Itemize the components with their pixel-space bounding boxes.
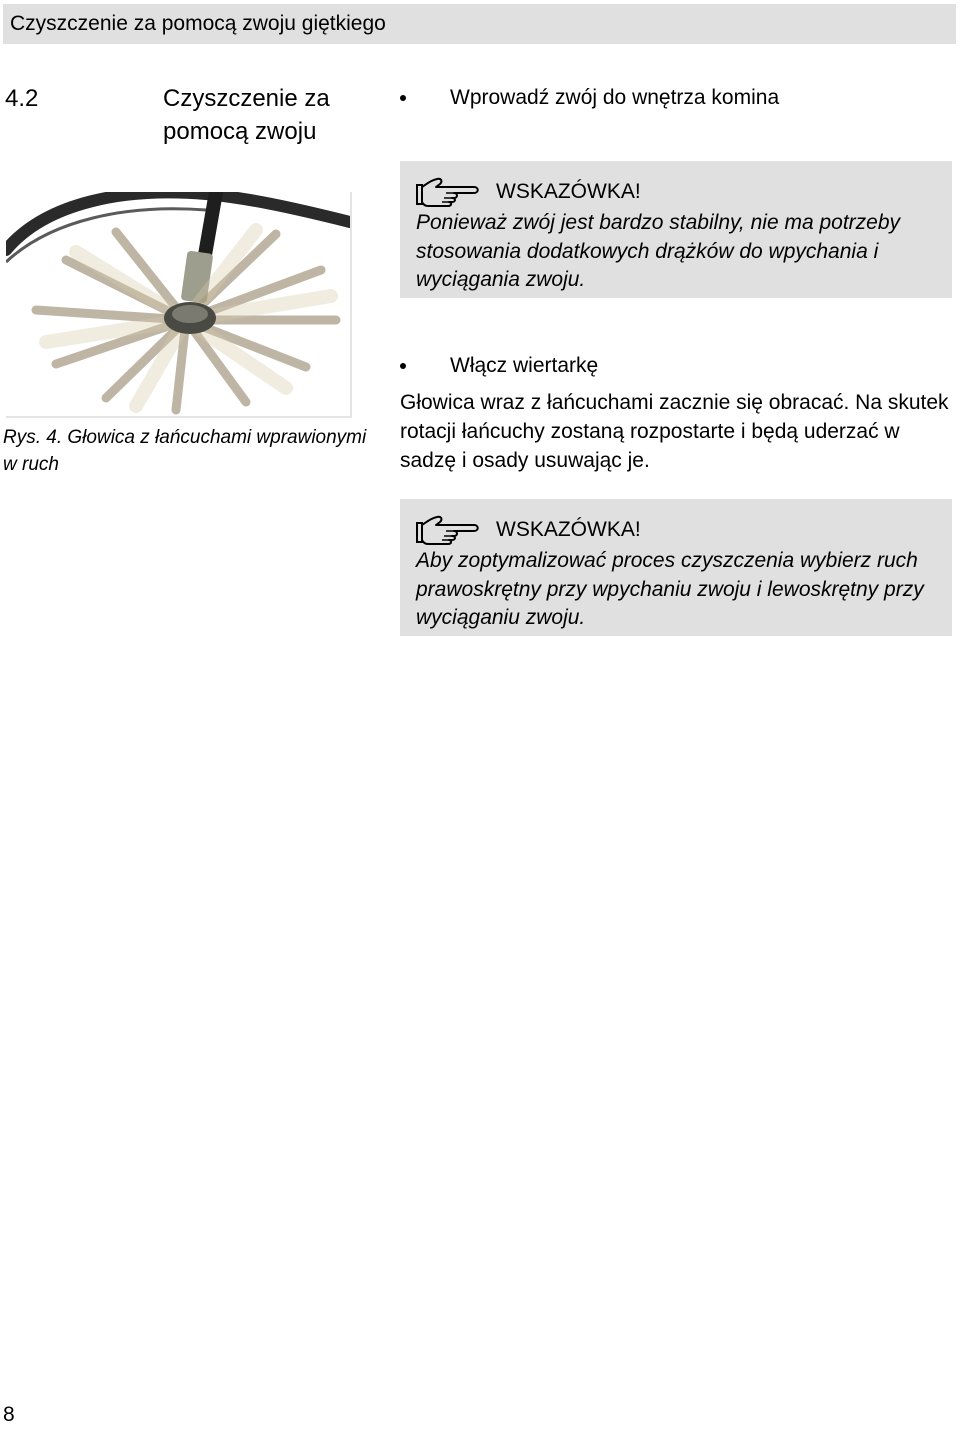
note-header xyxy=(416,175,938,209)
rotating-chain-head-illustration xyxy=(6,192,350,416)
figure-caption: Rys. 4. Głowica z łańcuchami wprawionymi w ruch xyxy=(3,427,367,475)
pointing-hand-icon xyxy=(416,515,480,545)
bullet-icon xyxy=(400,95,406,101)
note-label: WSKAZÓWKA! xyxy=(496,518,641,541)
pointing-hand-icon xyxy=(416,177,480,207)
section-title: Czyszczenie za pomocą zwoju xyxy=(163,85,330,145)
body-paragraph: Głowica wraz z łańcuchami zacznie się obracać. Na skutek rotacji łańcuchy zostaną rozpostarte i będą uderzać w sadzę i osady usuwając je. xyxy=(400,391,949,472)
step-text: Włącz wiertarkę xyxy=(450,354,599,377)
section-number: 4.2 xyxy=(5,85,39,112)
note-box-rotation xyxy=(400,499,952,636)
note-header xyxy=(416,513,938,547)
note-box-stability xyxy=(400,161,952,298)
note-body: Ponieważ zwój jest bardzo stabilny, nie ma potrzeby stosowania dodatkowych drążków do wpychania i wyciągania zwoju. xyxy=(416,211,901,291)
bullet-icon xyxy=(400,363,406,369)
step-text: Wprowadź zwój do wnętrza komina xyxy=(450,86,780,109)
page-header xyxy=(3,4,956,44)
figure-rotating-chain-head xyxy=(6,192,352,418)
note-body: Aby zoptymalizować proces czyszczenia wybierz ruch prawoskrętny przy wpychaniu zwoju i lewoskrętny przy wyciąganiu zwoju. xyxy=(416,549,924,629)
note-label: WSKAZÓWKA! xyxy=(496,180,641,203)
page-number: 8 xyxy=(3,1403,15,1426)
header-title: Czyszczenie za pomocą zwoju giętkiego xyxy=(10,12,386,35)
